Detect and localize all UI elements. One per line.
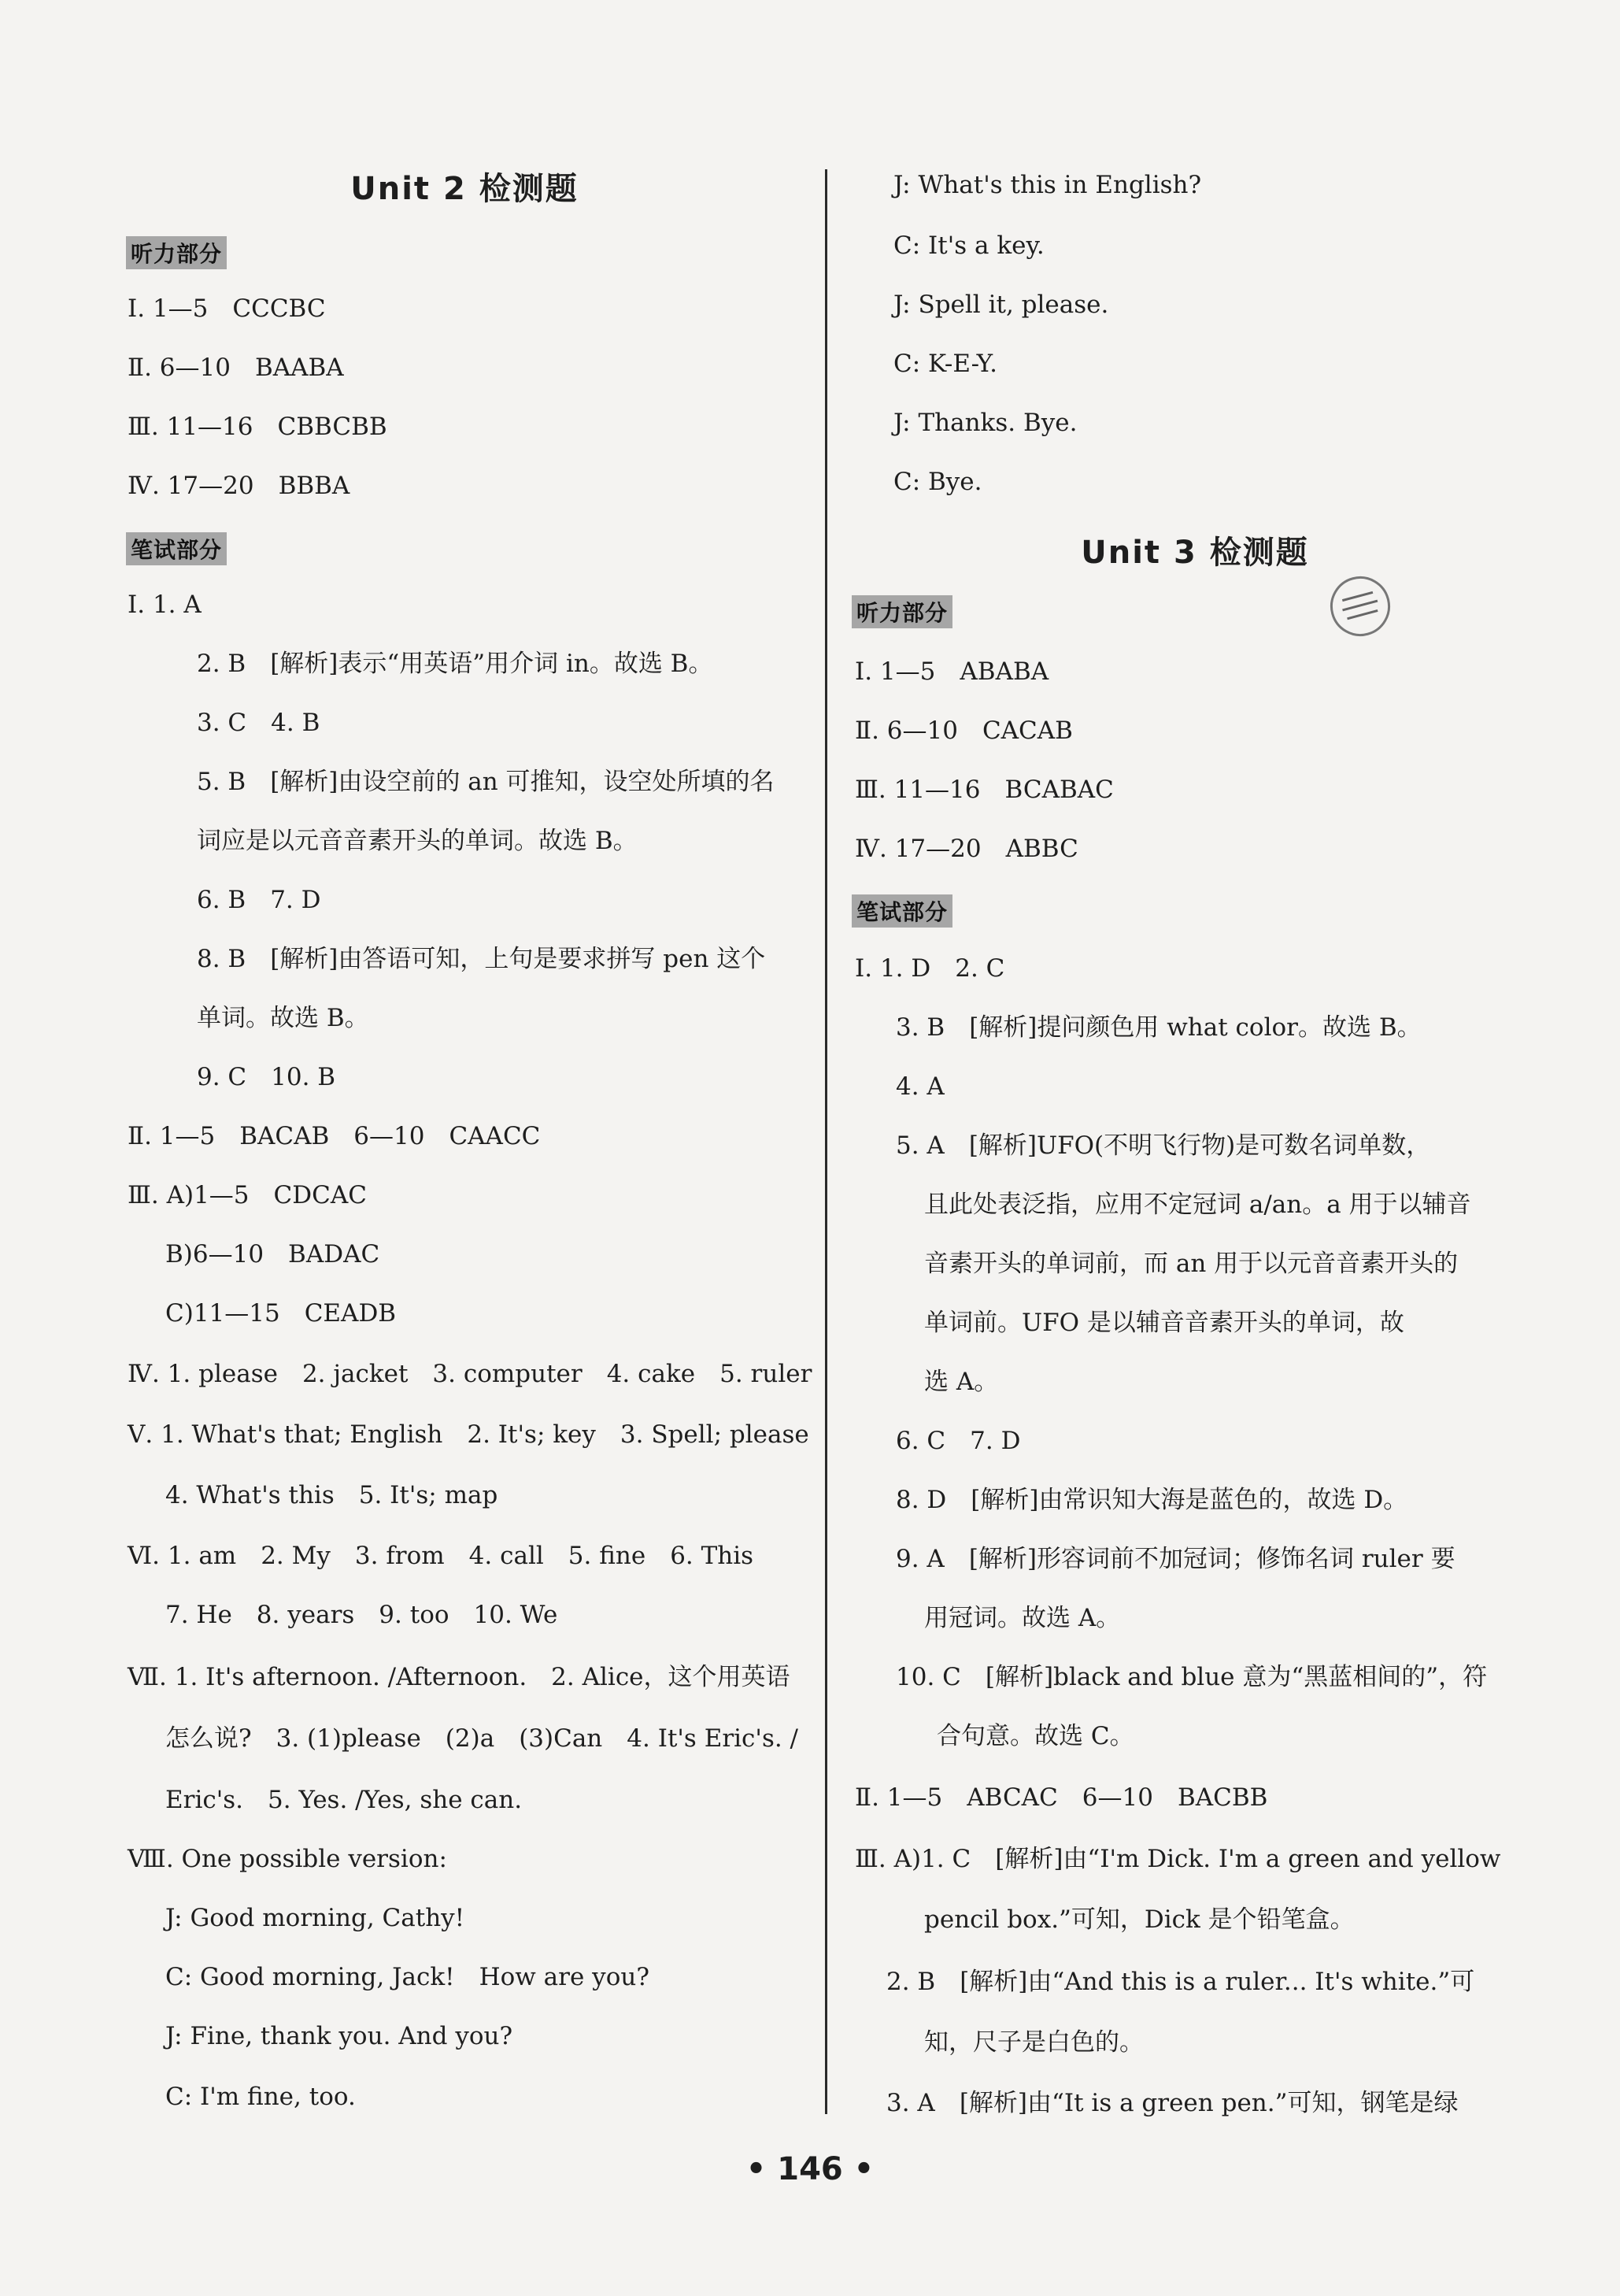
answer-line: Ⅴ. 1. What's that; English 2. It's; key 3. Spell; please bbox=[128, 1420, 809, 1449]
answer-line: Ⅱ. 6—10 BAABA bbox=[128, 354, 344, 382]
answer-line: 3. C 4. B bbox=[197, 709, 320, 737]
answer-line: C)11—15 CEADB bbox=[165, 1299, 397, 1328]
page-number: • 146 • bbox=[745, 2151, 875, 2187]
dialog-line: J: Spell it, please. bbox=[893, 291, 1109, 319]
answer-line: 单词前。UFO 是以辅音音素开头的单词，故 bbox=[924, 1309, 1404, 1337]
answer-line: 词应是以元音音素开头的单词。故选 B。 bbox=[197, 827, 638, 855]
answer-line: 6. B 7. D bbox=[197, 886, 321, 914]
answer-line: 10. C [解析]black and blue 意为“黑蓝相间的”，符 bbox=[896, 1663, 1488, 1691]
listening-heading: 听力部分 bbox=[126, 236, 227, 269]
answer-line: Ⅰ. 1—5 ABABA bbox=[855, 657, 1049, 686]
answer-line: Ⅷ. One possible version: bbox=[128, 1845, 447, 1873]
listening-heading: 听力部分 bbox=[852, 595, 952, 628]
answer-line: Eric's. 5. Yes. /Yes, she can. bbox=[165, 1786, 523, 1814]
unit-2-title: Unit 2 检测题 bbox=[350, 171, 579, 207]
answer-line: 知，尺子是白色的。 bbox=[924, 2028, 1144, 2057]
answer-line: 8. D [解析]由常识知大海是蓝色的，故选 D。 bbox=[896, 1486, 1408, 1514]
answer-line: Ⅳ. 1. please 2. jacket 3. computer 4. cake 5. ruler bbox=[128, 1360, 812, 1388]
dialog-line: J: What's this in English? bbox=[893, 171, 1202, 199]
answer-line: 7. He 8. years 9. too 10. We bbox=[165, 1601, 558, 1629]
answer-line: Ⅳ. 17—20 BBBA bbox=[128, 472, 350, 500]
answer-line: 音素开头的单词前，而 an 用于以元音音素开头的 bbox=[924, 1250, 1459, 1278]
dialog-line: C: Bye. bbox=[893, 468, 982, 496]
answer-line: 单词。故选 B。 bbox=[197, 1004, 369, 1032]
answer-line: J: Fine, thank you. And you? bbox=[165, 2022, 513, 2050]
answer-line: Ⅰ. 1. A bbox=[128, 591, 202, 619]
answer-line: 选 A。 bbox=[924, 1368, 999, 1396]
answer-line: 怎么说? 3. (1)please (2)a (3)Can 4. It's Eric's. / bbox=[165, 1724, 799, 1753]
answer-line: C: I'm fine, too. bbox=[165, 2083, 356, 2111]
writing-heading: 笔试部分 bbox=[852, 894, 952, 928]
answer-line: 合句意。故选 C。 bbox=[937, 1722, 1134, 1750]
answer-line: 9. A [解析]形容词前不加冠词；修饰名词 ruler 要 bbox=[896, 1545, 1455, 1573]
stamp-icon bbox=[1323, 569, 1396, 643]
answer-line: 5. A [解析]UFO(不明飞行物)是可数名词单数， bbox=[896, 1131, 1431, 1160]
answer-line: 3. B [解析]提问颜色用 what color。故选 B。 bbox=[896, 1013, 1422, 1042]
answer-line: 2. B [解析]表示“用英语”用介词 in。故选 B。 bbox=[197, 650, 713, 678]
answer-line: Ⅵ. 1. am 2. My 3. from 4. call 5. fine 6. This bbox=[128, 1542, 754, 1570]
answer-line: 2. B [解析]由“And this is a ruler... It's white.”可 bbox=[886, 1968, 1475, 1996]
dialog-line: C: It's a key. bbox=[893, 231, 1045, 260]
answer-line: Ⅱ. 6—10 CACAB bbox=[855, 717, 1073, 745]
writing-heading: 笔试部分 bbox=[126, 532, 227, 565]
answer-line: 9. C 10. B bbox=[197, 1063, 336, 1091]
answer-line: 5. B [解析]由设空前的 an 可推知，设空处所填的名 bbox=[197, 768, 775, 796]
answer-line: 且此处表泛指，应用不定冠词 a/an。a 用于以辅音 bbox=[924, 1191, 1471, 1219]
answer-line: C: Good morning, Jack! How are you? bbox=[165, 1963, 649, 1991]
answer-line: Ⅲ. A)1. C [解析]由“I'm Dick. I'm a green and yellow bbox=[855, 1845, 1501, 1873]
answer-line: Ⅶ. 1. It's afternoon. /Afternoon. 2. Alice，这个用英语 bbox=[128, 1663, 790, 1691]
answer-line: 3. A [解析]由“It is a green pen.”可知，钢笔是绿 bbox=[886, 2089, 1459, 2117]
answer-line: Ⅰ. 1—5 CCCBC bbox=[128, 294, 326, 323]
answer-line: B)6—10 BADAC bbox=[165, 1240, 380, 1268]
answer-line: pencil box.”可知，Dick 是个铅笔盒。 bbox=[924, 1905, 1355, 1934]
answer-line: Ⅳ. 17—20 ABBC bbox=[855, 835, 1078, 863]
unit-3-title: Unit 3 检测题 bbox=[1081, 535, 1309, 571]
answer-line: 6. C 7. D bbox=[896, 1427, 1021, 1455]
answer-line: Ⅱ. 1—5 BACAB 6—10 CAACC bbox=[128, 1122, 541, 1150]
answer-line: Ⅲ. 11—16 BCABAC bbox=[855, 776, 1114, 804]
dialog-line: C: K-E-Y. bbox=[893, 350, 997, 378]
answer-line: J: Good morning, Cathy! bbox=[165, 1904, 465, 1932]
answer-line: 4. A bbox=[896, 1072, 945, 1101]
answer-line: 8. B [解析]由答语可知，上句是要求拼写 pen 这个 bbox=[197, 945, 766, 973]
answer-line: Ⅲ. A)1—5 CDCAC bbox=[128, 1181, 367, 1209]
answer-line: Ⅱ. 1—5 ABCAC 6—10 BACBB bbox=[855, 1783, 1268, 1812]
column-divider bbox=[825, 169, 827, 2114]
dialog-line: J: Thanks. Bye. bbox=[893, 409, 1078, 437]
answer-line: Ⅰ. 1. D 2. C bbox=[855, 954, 1005, 983]
answer-line: 用冠词。故选 A。 bbox=[924, 1604, 1121, 1632]
answer-line: 4. What's this 5. It's; map bbox=[165, 1481, 498, 1509]
answer-line: Ⅲ. 11—16 CBBCBB bbox=[128, 413, 387, 441]
